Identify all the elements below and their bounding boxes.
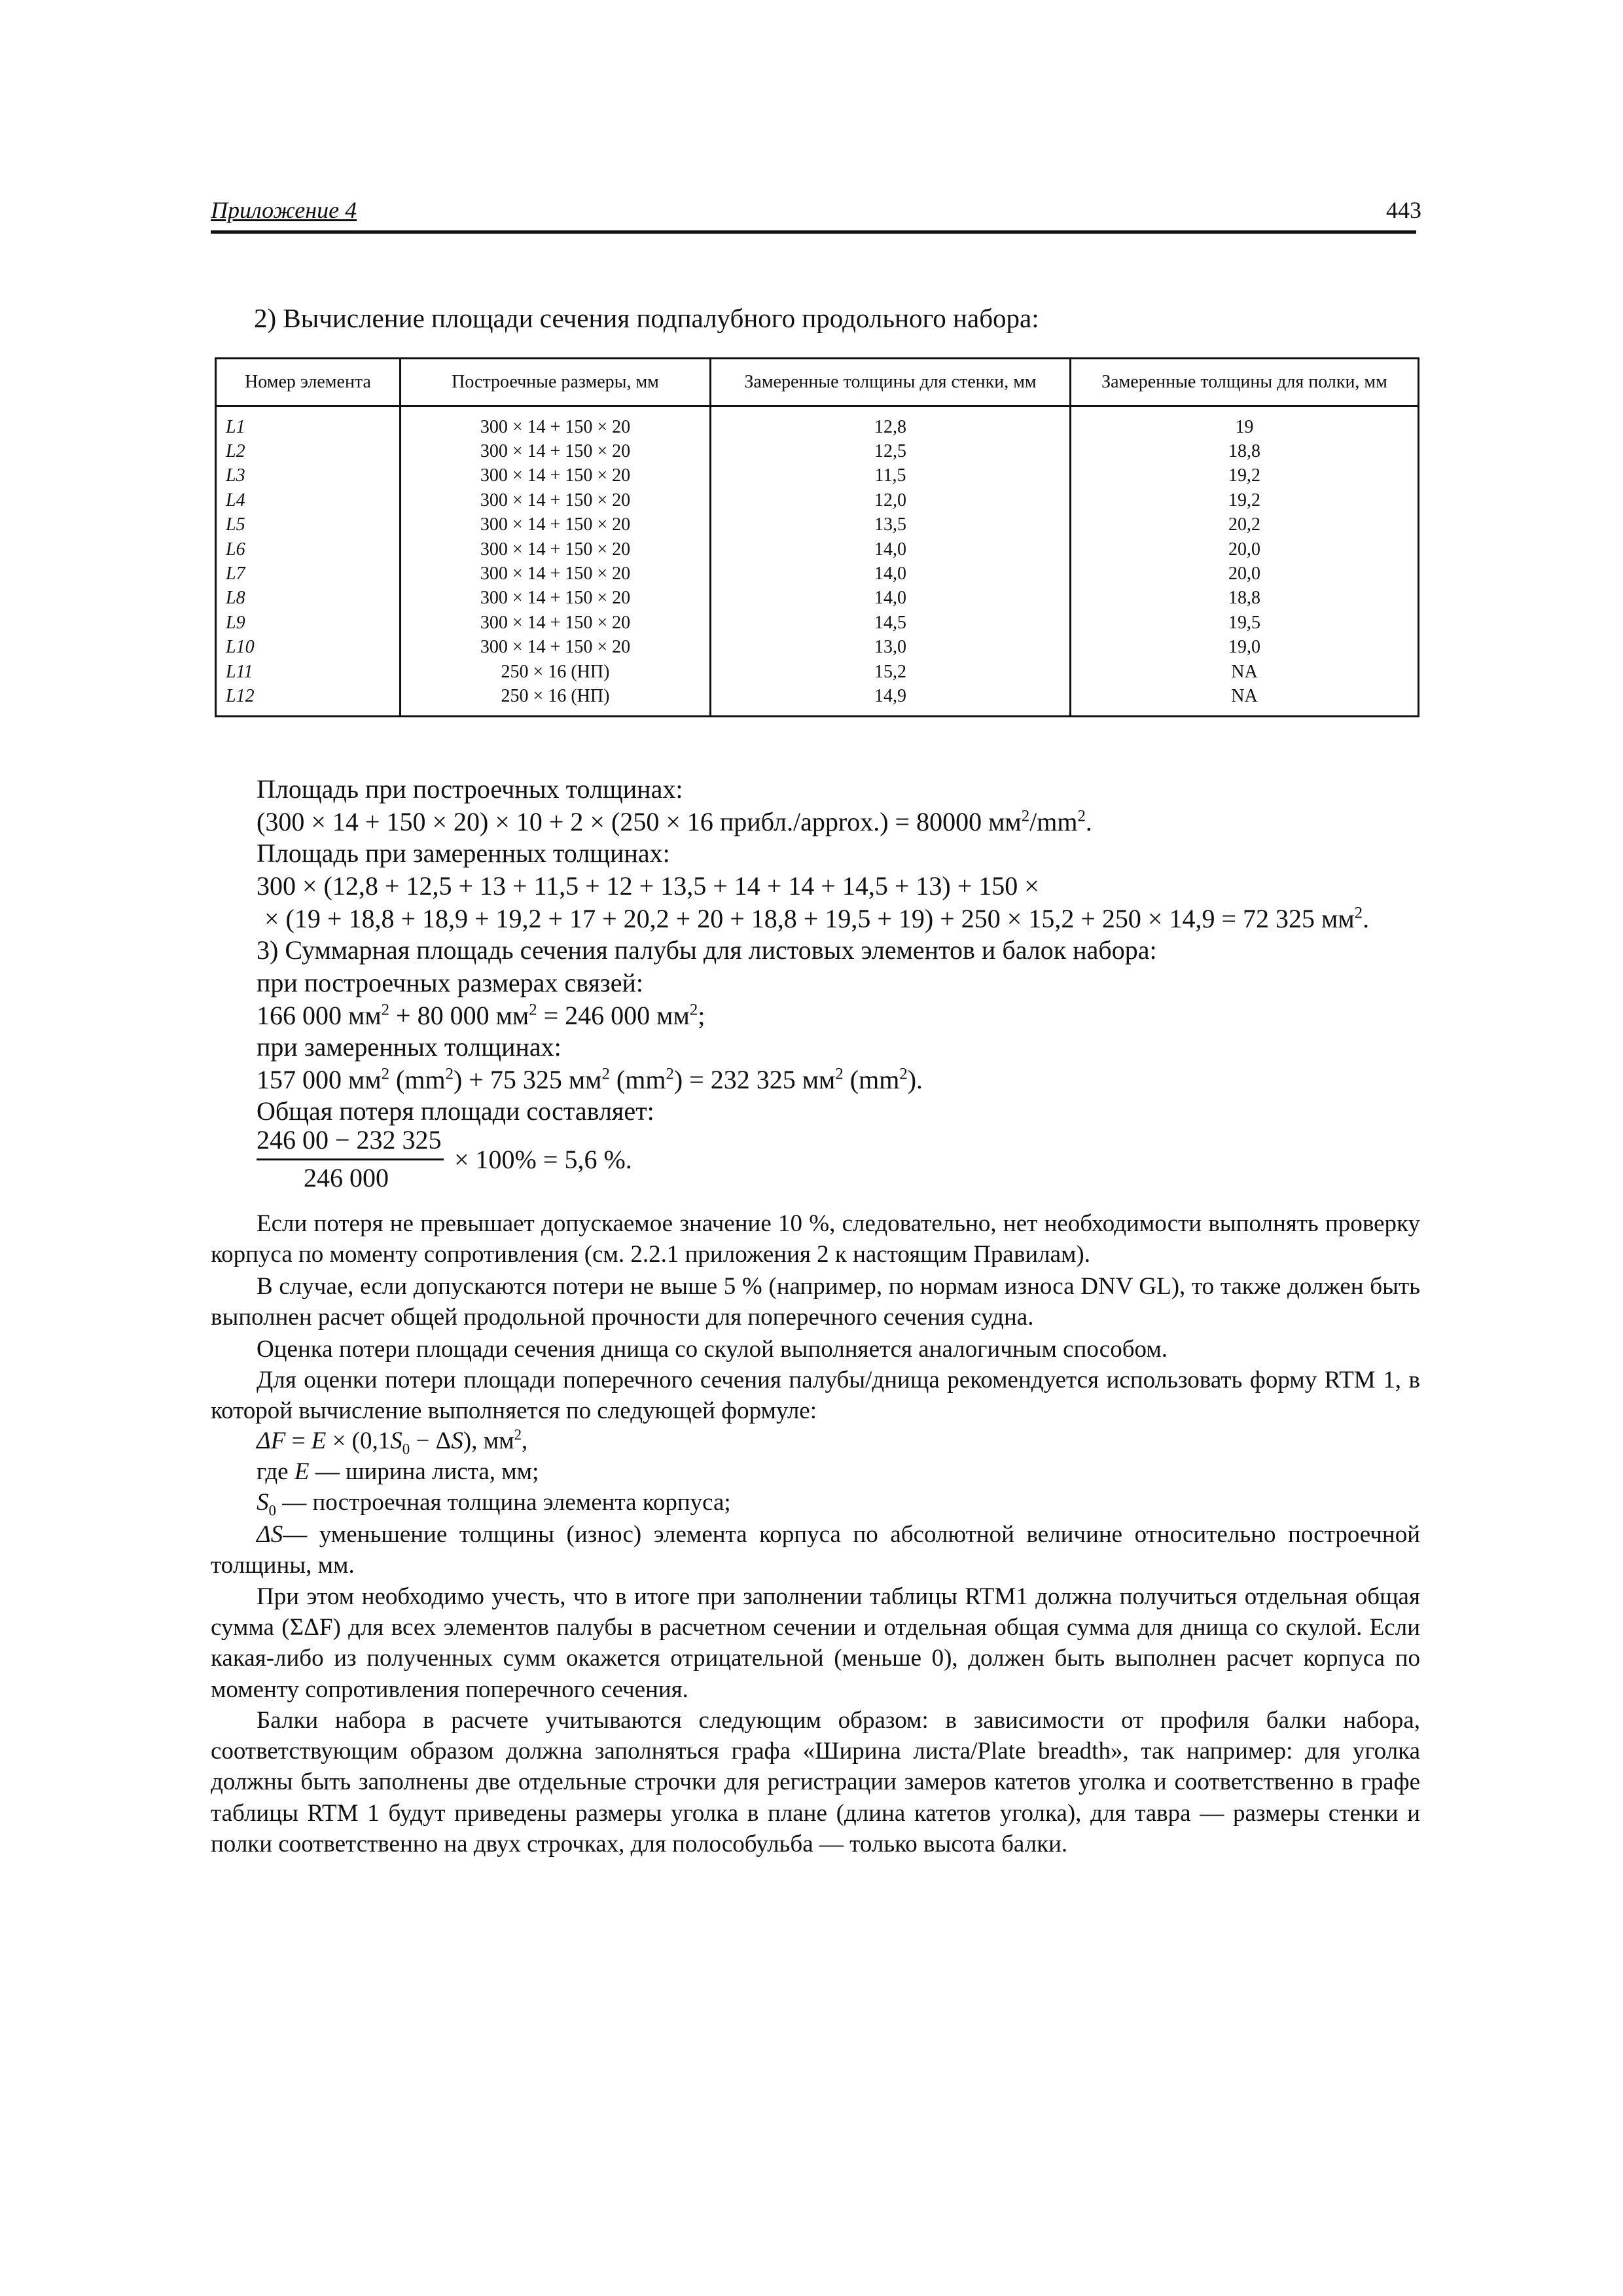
table-row — [216, 464, 1419, 488]
paragraph — [211, 1519, 1420, 1581]
calc-line: при построечных размерах связей: — [257, 968, 643, 997]
superscript: 2 — [1021, 807, 1030, 825]
superscript: 2 — [835, 1065, 844, 1083]
calc-text: ) + 75 325 мм — [453, 1065, 602, 1094]
calc-text: × (19 + 18,8 + 18,9 + 19,2 + 17 + 20,2 + 20 + 18,8 + 19,5 + 19) + 250 × 15,2 + 250 × 14,9 = 72 325 мм — [264, 904, 1355, 933]
calc-text: /mm — [1029, 807, 1078, 836]
element-id-cell: L9 — [216, 611, 401, 635]
formula-text: ), мм — [463, 1427, 514, 1454]
formula-line — [257, 1426, 528, 1458]
design-size-cell: 300 × 14 + 150 × 20 — [401, 464, 711, 488]
web-thickness-cell: 11,5 — [711, 464, 1071, 488]
element-id-cell: L10 — [216, 636, 401, 660]
table-row — [216, 439, 1419, 463]
section-heading: 2) Вычисление площади сечения подпалубного продольного набора: — [254, 303, 1039, 333]
paragraph: Балки набора в расчете учитываются следующим образом: в зависимости от профиля балки набора, соответствующим образом должна заполняться графа «Ширина листа/Plate breadth», так например: для уголка должны быть заполнены две отдельные строчки для регистрации замеров катетов уголка и соответственно в графе таблицы RTM 1 будут приведены размеры уголка в плане (длина катетов уголка), для тавра — размеры стенки и полки соответственно на двух строчках, для полособульба — только высота балки. — [211, 1707, 1420, 1857]
web-thickness-cell: 12,8 — [711, 406, 1071, 440]
table-row — [216, 586, 1419, 611]
design-size-cell: 300 × 14 + 150 × 20 — [401, 406, 711, 440]
paragraph: Если потеря не превышает допускаемое значение 10 %, следовательно, нет необходимости выполнять проверку корпуса по моменту сопротивления (см. 2.2.1 приложения 2 к настоящим Правилам). — [211, 1210, 1420, 1268]
formula-symbol: S — [451, 1427, 463, 1454]
superscript: 2 — [514, 1426, 522, 1443]
element-id-cell: L6 — [216, 537, 401, 562]
flange-thickness-cell: 20,0 — [1071, 537, 1419, 562]
calc-text: . — [1085, 807, 1092, 836]
flange-thickness-cell: 19,0 — [1071, 636, 1419, 660]
calc-line — [264, 903, 1369, 934]
column-header: Построечные размеры, мм — [401, 359, 711, 406]
calc-line: Общая потеря площади составляет: — [257, 1096, 654, 1126]
superscript: 2 — [601, 1065, 610, 1083]
table-header-row — [216, 359, 1419, 406]
flange-thickness-cell: 20,0 — [1071, 562, 1419, 586]
calc-line: Площадь при замеренных толщинах: — [257, 838, 670, 868]
formula-symbol: S — [257, 1489, 269, 1516]
paragraph-text: — уменьшение толщины (износ) элемента корпуса по абсолютной величине относительно построечной толщины, мм. — [211, 1521, 1420, 1579]
table-row — [216, 488, 1419, 512]
calc-line: при замеренных толщинах: — [257, 1032, 562, 1062]
formula-text: где — [257, 1458, 294, 1485]
web-thickness-cell: 14,0 — [711, 562, 1071, 586]
calc-line — [257, 806, 1092, 837]
web-thickness-cell: 12,5 — [711, 439, 1071, 463]
flange-thickness-cell: 18,8 — [1071, 439, 1419, 463]
design-size-cell: 250 × 16 (НП) — [401, 660, 711, 684]
design-size-cell: 300 × 14 + 150 × 20 — [401, 636, 711, 660]
web-thickness-cell: 14,5 — [711, 611, 1071, 635]
subscript: 0 — [402, 1441, 410, 1458]
formula-line — [257, 1488, 731, 1519]
web-thickness-cell: 14,0 — [711, 537, 1071, 562]
element-id-cell: L3 — [216, 464, 401, 488]
calc-text: ; — [698, 1001, 705, 1030]
superscript: 2 — [1077, 807, 1086, 825]
superscript: 2 — [381, 1001, 390, 1019]
element-id-cell: L7 — [216, 562, 401, 586]
web-thickness-cell: 14,9 — [711, 684, 1071, 716]
flange-thickness-cell: 20,2 — [1071, 513, 1419, 537]
web-thickness-cell: 13,5 — [711, 513, 1071, 537]
calc-text: (mm — [389, 1065, 446, 1094]
web-thickness-cell: 12,0 — [711, 488, 1071, 512]
formula-text: — построечная толщина элемента корпуса; — [276, 1489, 731, 1516]
column-header: Замеренные толщины для стенки, мм — [711, 359, 1071, 406]
formula-text: , — [522, 1427, 528, 1454]
flange-thickness-cell: 19,2 — [1071, 464, 1419, 488]
superscript: 2 — [899, 1065, 908, 1083]
table-row — [216, 562, 1419, 586]
calc-text: (mm — [609, 1065, 666, 1094]
element-id-cell: L8 — [216, 586, 401, 611]
flange-thickness-cell: NA — [1071, 660, 1419, 684]
design-size-cell: 300 × 14 + 150 × 20 — [401, 513, 711, 537]
formula-symbol: ΔF — [257, 1427, 286, 1454]
design-size-cell: 300 × 14 + 150 × 20 — [401, 611, 711, 635]
formula-symbol: E — [294, 1458, 310, 1485]
calc-text: 157 000 мм — [257, 1065, 382, 1094]
formula-symbol: E — [311, 1427, 327, 1454]
formula-text: − Δ — [410, 1427, 452, 1454]
calc-text: (mm — [843, 1065, 900, 1094]
design-size-cell: 300 × 14 + 150 × 20 — [401, 562, 711, 586]
design-size-cell: 300 × 14 + 150 × 20 — [401, 537, 711, 562]
paragraph: При этом необходимо учесть, что в итоге при заполнении таблицы RTM1 должна получиться отдельная общая сумма (ΣΔF) для всех элементов палубы в расчетном сечении и отдельная общая сумма для днища со скулой. Если какая-либо из полученных сумм окажется отрицательной (меньше 0), должен быть выполнен расчет корпуса по моменту сопротивления поперечного сечения. — [211, 1583, 1420, 1703]
table-row — [216, 684, 1419, 716]
superscript: 2 — [666, 1065, 674, 1083]
page-number: 443 — [1386, 197, 1421, 223]
calc-text: 166 000 мм — [257, 1001, 382, 1030]
table-row — [216, 660, 1419, 684]
superscript: 2 — [529, 1001, 537, 1019]
calc-text: = 246 000 мм — [537, 1001, 690, 1030]
design-size-cell: 250 × 16 (НП) — [401, 684, 711, 716]
design-size-cell: 300 × 14 + 150 × 20 — [401, 488, 711, 512]
calc-text: ). — [907, 1065, 923, 1094]
flange-thickness-cell: 18,8 — [1071, 586, 1419, 611]
table-row — [216, 513, 1419, 537]
formula-symbol: ΔS — [257, 1521, 283, 1548]
flange-thickness-cell: 19,5 — [1071, 611, 1419, 635]
web-thickness-cell: 15,2 — [711, 660, 1071, 684]
calc-text: + 80 000 мм — [389, 1001, 529, 1030]
formula-text: × (0,1 — [326, 1427, 391, 1454]
calc-text: (300 × 14 + 150 × 20) × 10 + 2 × (250 × 16 прибл./approx.) = 80000 мм — [257, 807, 1022, 836]
column-header: Замеренные толщины для полки, мм — [1071, 359, 1419, 406]
element-id-cell: L11 — [216, 660, 401, 684]
formula-line — [257, 1458, 539, 1486]
flange-thickness-cell: NA — [1071, 684, 1419, 716]
paragraph: Для оценки потери площади поперечного сечения палубы/днища рекомендуется использовать форму RTM 1, в которой вычисление выполняется по следующей формуле: — [211, 1367, 1420, 1425]
paragraph: В случае, если допускаются потери не выше 5 % (например, по нормам износа DNV GL), то также должен быть выполнен расчет общей продольной прочности для поперечного сечения судна. — [211, 1273, 1420, 1331]
superscript: 2 — [689, 1001, 698, 1019]
superscript: 2 — [445, 1065, 454, 1083]
calc-line — [257, 1064, 923, 1095]
header-rule — [211, 230, 1416, 234]
fraction-result: × 100% = 5,6 %. — [454, 1145, 632, 1174]
element-id-cell: L4 — [216, 488, 401, 512]
calc-line: 3) Суммарная площадь сечения палубы для листовых элементов и балок набора: — [257, 935, 1157, 965]
fraction-bar — [257, 1158, 444, 1160]
calc-text: . — [1363, 904, 1370, 933]
web-thickness-cell: 13,0 — [711, 636, 1071, 660]
subscript: 0 — [268, 1502, 276, 1519]
calc-text: ) = 232 325 мм — [673, 1065, 836, 1094]
element-id-cell: L2 — [216, 439, 401, 463]
table-row — [216, 537, 1419, 562]
element-id-cell: L5 — [216, 513, 401, 537]
design-size-cell: 300 × 14 + 150 × 20 — [401, 586, 711, 611]
web-thickness-cell: 14,0 — [711, 586, 1071, 611]
calc-line: 300 × (12,8 + 12,5 + 13 + 11,5 + 12 + 13,5 + 14 + 14 + 14,5 + 13) + 150 × — [257, 871, 1039, 901]
calc-line: Площадь при построечных толщинах: — [257, 774, 683, 804]
flange-thickness-cell: 19 — [1071, 406, 1419, 440]
table-row — [216, 406, 1419, 440]
table-body — [216, 406, 1419, 717]
fraction-denominator: 246 000 — [304, 1163, 389, 1193]
element-id-cell: L1 — [216, 406, 401, 440]
longitudinals-table — [215, 357, 1419, 717]
calc-line — [257, 1000, 705, 1031]
superscript: 2 — [381, 1065, 390, 1083]
table-row — [216, 636, 1419, 660]
column-header: Номер элемента — [216, 359, 401, 406]
fraction-numerator: 246 00 − 232 325 — [257, 1125, 442, 1155]
formula-text: = — [285, 1427, 312, 1454]
flange-thickness-cell: 19,2 — [1071, 488, 1419, 512]
paragraph: Оценка потери площади сечения днища со скулой выполняется аналогичным способом. — [257, 1336, 1168, 1363]
formula-symbol: S — [390, 1427, 402, 1454]
running-header-title: Приложение 4 — [211, 197, 357, 223]
element-id-cell: L12 — [216, 684, 401, 716]
formula-text: — ширина листа, мм; — [309, 1458, 539, 1485]
superscript: 2 — [1354, 904, 1363, 922]
table-row — [216, 611, 1419, 635]
design-size-cell: 300 × 14 + 150 × 20 — [401, 439, 711, 463]
